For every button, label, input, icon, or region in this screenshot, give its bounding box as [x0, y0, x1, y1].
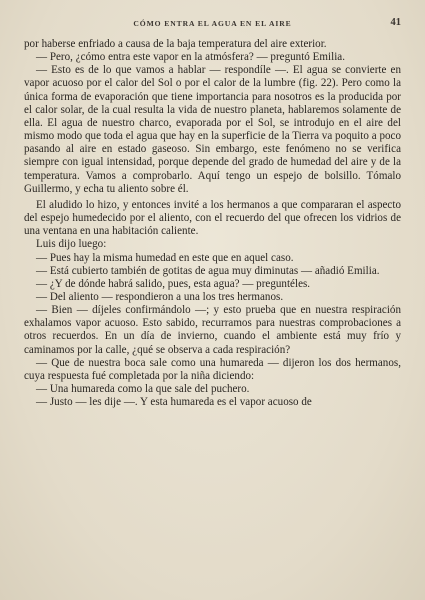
paragraph: — Esto es de lo que vamos a hablar — respondíle —. El agua se convierte en vapor acuoso por el calor del Sol o por el calor de la lumbre (fig. 22). Pero como la única forma de evaporación que tiene importancia para nosotros es la producida por el calor solar, de la cual resulta la vida de nuestro planeta, hablaremos solamente de ella. El agua de nuestro charco, evaporada por el Sol, se introdujo en el aire del mismo modo que toda el agua que hay en la superficie de la Tierra va poquito a poco pasando al aire en estado gaseoso. Sin embargo, este fenómeno no se verifica siempre con igual intensidad, porque depende del grado de humedad del aire y de la temperatura. Vamos a comprobarlo. Aquí tengo un espejo de bolsillo. Tómalo Guillermo, y echa tu aliento sobre él.: [24, 64, 401, 195]
paragraph: Luis dijo luego:: [36, 238, 107, 251]
paragraph: — Está cubierto también de gotitas de agua muy diminutas — añadió Emilia.: [36, 264, 380, 277]
paragraph: — Del aliento — respondieron a una los tres hermanos.: [36, 290, 284, 303]
paragraph: — Bien — díjeles confirmándolo —; y esto prueba que en nuestra respiración exhalamos vapor acuoso. Esto sabido, recurramos para nuestras comprobaciones a otros recuerdos. En un día de invierno, cuando el ambiente está muy frío y caminamos por la calle, ¿qué se observa a cada respiración?: [24, 304, 401, 356]
paragraph: — ¿Y de dónde habrá salido, pues, esta agua? — preguntéles.: [36, 277, 311, 290]
paragraph: El aludido lo hizo, y entonces invité a los hermanos a que compararan el aspecto del espejo humedecido por el aliento, con el recuerdo del que ofrecen los vidrios de una ventana en una habitación caliente.: [24, 198, 401, 238]
paragraph: — Pero, ¿cómo entra este vapor en la atmósfera? — preguntó Emilia.: [36, 51, 345, 64]
paragraph: — Pues hay la misma humedad en este que en aquel caso.: [36, 251, 294, 264]
paragraph: — Justo — les dije —. Y esta humareda es el vapor acuoso de: [36, 396, 312, 409]
body-text: [24, 38, 401, 409]
running-title: CÓMO ENTRA EL AGUA EN EL AIRE: [133, 19, 292, 28]
paragraph: por haberse enfriado a causa de la baja temperatura del aire exterior.: [24, 38, 327, 50]
paragraph: — Una humareda como la que sale del puchero.: [36, 383, 250, 396]
paragraph: — Que de nuestra boca sale como una humareda — dijeron los dos hermanos, cuya respuesta fué completada por la niña diciendo:: [24, 356, 401, 382]
page-number: 41: [390, 17, 401, 28]
running-head: [24, 17, 401, 31]
